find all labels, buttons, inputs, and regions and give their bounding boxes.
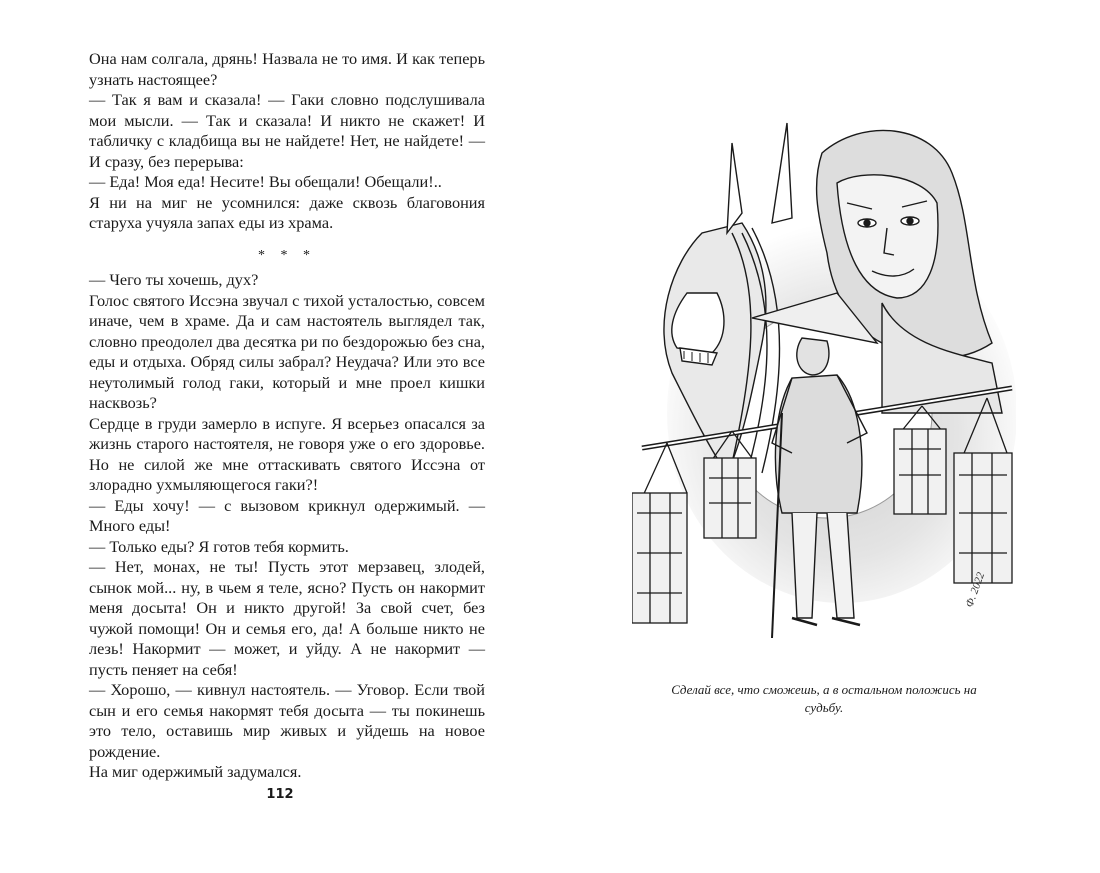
paragraph: Сердце в груди замерло в испуге. Я всерьез опасался за жизнь старого настоятеля, не говоря уже о его здоровье. Но не силой же мне оттаскивать святого Иссэна от злорадно ухмыляющегося гаки?! <box>89 413 485 494</box>
paragraph: На миг одержимый задумался. <box>89 762 302 781</box>
paragraph: — Хорошо, — кивнул настоятель. — Уговор. Если твой сын и его семья накормят тебя досыта — ты покинешь это тело, оставишь мир живых и уйдешь на новое рождение. <box>89 680 485 761</box>
paragraph: Я ни на миг не усомнился: даже сквозь благовония старуха учуяла запах еды из храма. <box>89 192 485 232</box>
illustration-caption: Сделай все, что сможешь, а в остальном положись на судьбу. <box>671 682 977 715</box>
paragraph: — Только еды? Я готов тебя кормить. <box>89 536 349 556</box>
paragraph: — Чего ты хочешь, дух? <box>89 270 259 289</box>
artist-signature: Ф. 2022 <box>963 570 988 610</box>
page-number: 112 <box>266 787 294 802</box>
paragraph: — Еды хочу! — с вызовом крикнул одержимый. — Много еды! <box>89 495 485 535</box>
paragraph: — Еда! Моя еда! Несите! Вы обещали! Обещали!.. <box>89 172 442 191</box>
paragraph: Она нам солгала, дрянь! Назвала не то имя. И как теперь узнать настоящее? <box>89 49 485 89</box>
section-separator: * * * <box>258 247 316 263</box>
left-page-text <box>89 49 485 783</box>
paragraph: Голос святого Иссэна звучал с тихой усталостью, совсем иначе, чем в храме. Да и сам настоятель выглядел так, словно преодолел два десятка ри по бездорожью без сна, еды и отдыха. Обряд силы забрал? Неудача? Или это все неутолимый голод гаки, который и мне проел кишки насквозь? <box>89 290 485 412</box>
paragraph: — Так я вам и сказала! — Гаки словно подслушивала мои мысли. — Так и сказала! И никто не скажет! И табличку с кладбища вы не найдете! Нет, не найдете! — И сразу, без перерыва: <box>89 90 485 171</box>
illustration-figure <box>632 113 1016 653</box>
paragraph: — Нет, монах, не ты! Пусть этот мерзавец, злодей, сынок мой... ну, в чьем я теле, ясно? Пусть он накормит меня досыта! Он и никто другой! За свой счет, без чужой помощи! Он и семья его, да! А больше никто не лезь! Накормит — может, и уйду. А не накормит — пусть пеняет на себя! <box>89 557 485 679</box>
